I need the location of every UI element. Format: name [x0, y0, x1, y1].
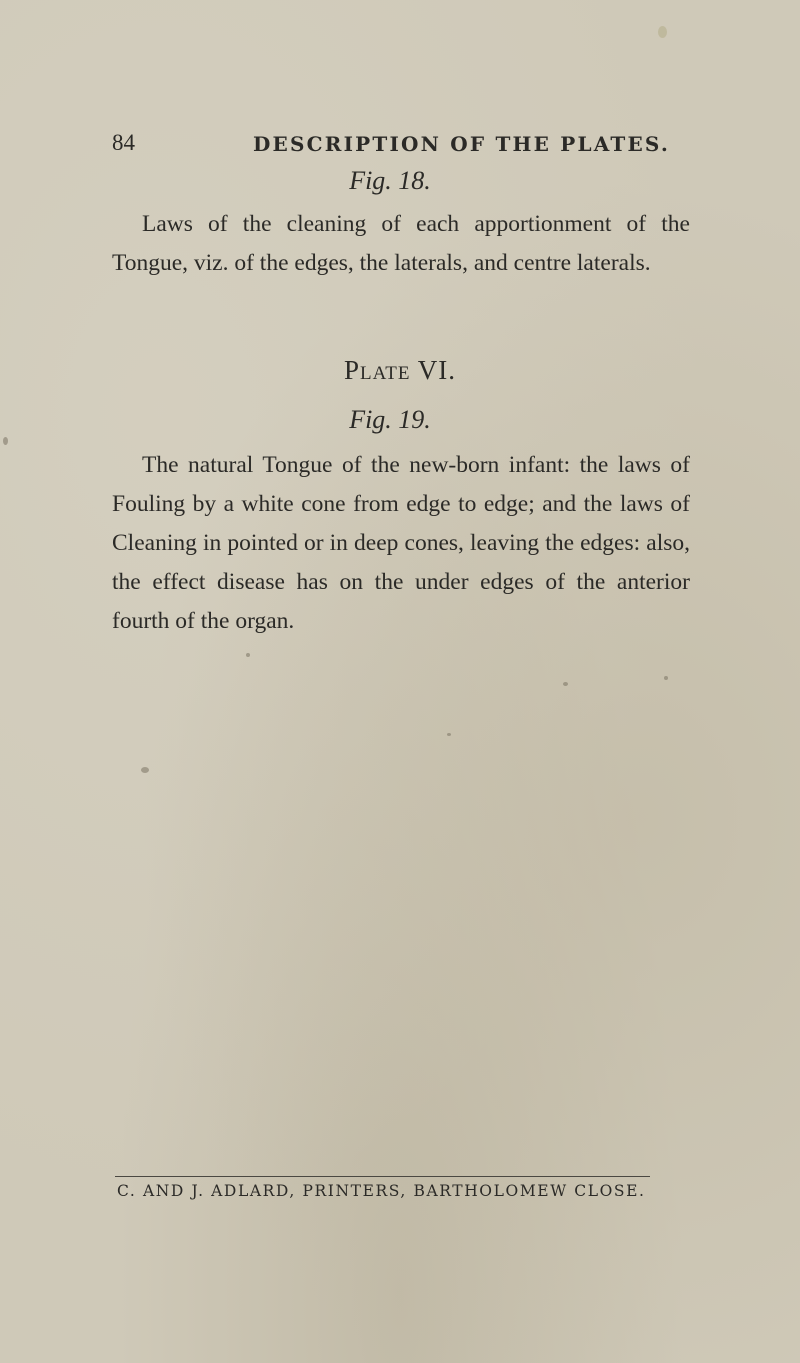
paper-speck [246, 653, 250, 657]
page-number: 84 [112, 130, 135, 155]
paper-speck [658, 26, 667, 38]
paper-speck [664, 676, 668, 680]
running-title: DESCRIPTION OF THE PLATES. [253, 132, 670, 156]
paper-speck [141, 767, 149, 773]
running-head [112, 130, 690, 164]
plate-heading: Plate VI. [344, 355, 456, 385]
figure-caption-18: Fig. 18. [349, 166, 431, 195]
printer-imprint: C. AND J. ADLARD, PRINTERS, BARTHOLOMEW CLOSE. [117, 1182, 646, 1200]
figure-description-18: Laws of the cleaning of each apportionment of the Tongue, viz. of the edges, the laterals, and centre laterals. [112, 211, 690, 276]
figure-description-19: The natural Tongue of the new-born infant: the laws of Fouling by a white cone from edge to edge; and the laws of Cleaning in pointed or in deep cones, leaving the edges: also, the effect disease has on the under edges of the anterior fourth of the organ. [112, 452, 690, 634]
paper-speck [447, 733, 451, 736]
imprint-rule [115, 1176, 650, 1177]
paper-speck [3, 437, 8, 445]
figure-caption-19: Fig. 19. [349, 405, 431, 434]
paper-speck [563, 682, 568, 686]
